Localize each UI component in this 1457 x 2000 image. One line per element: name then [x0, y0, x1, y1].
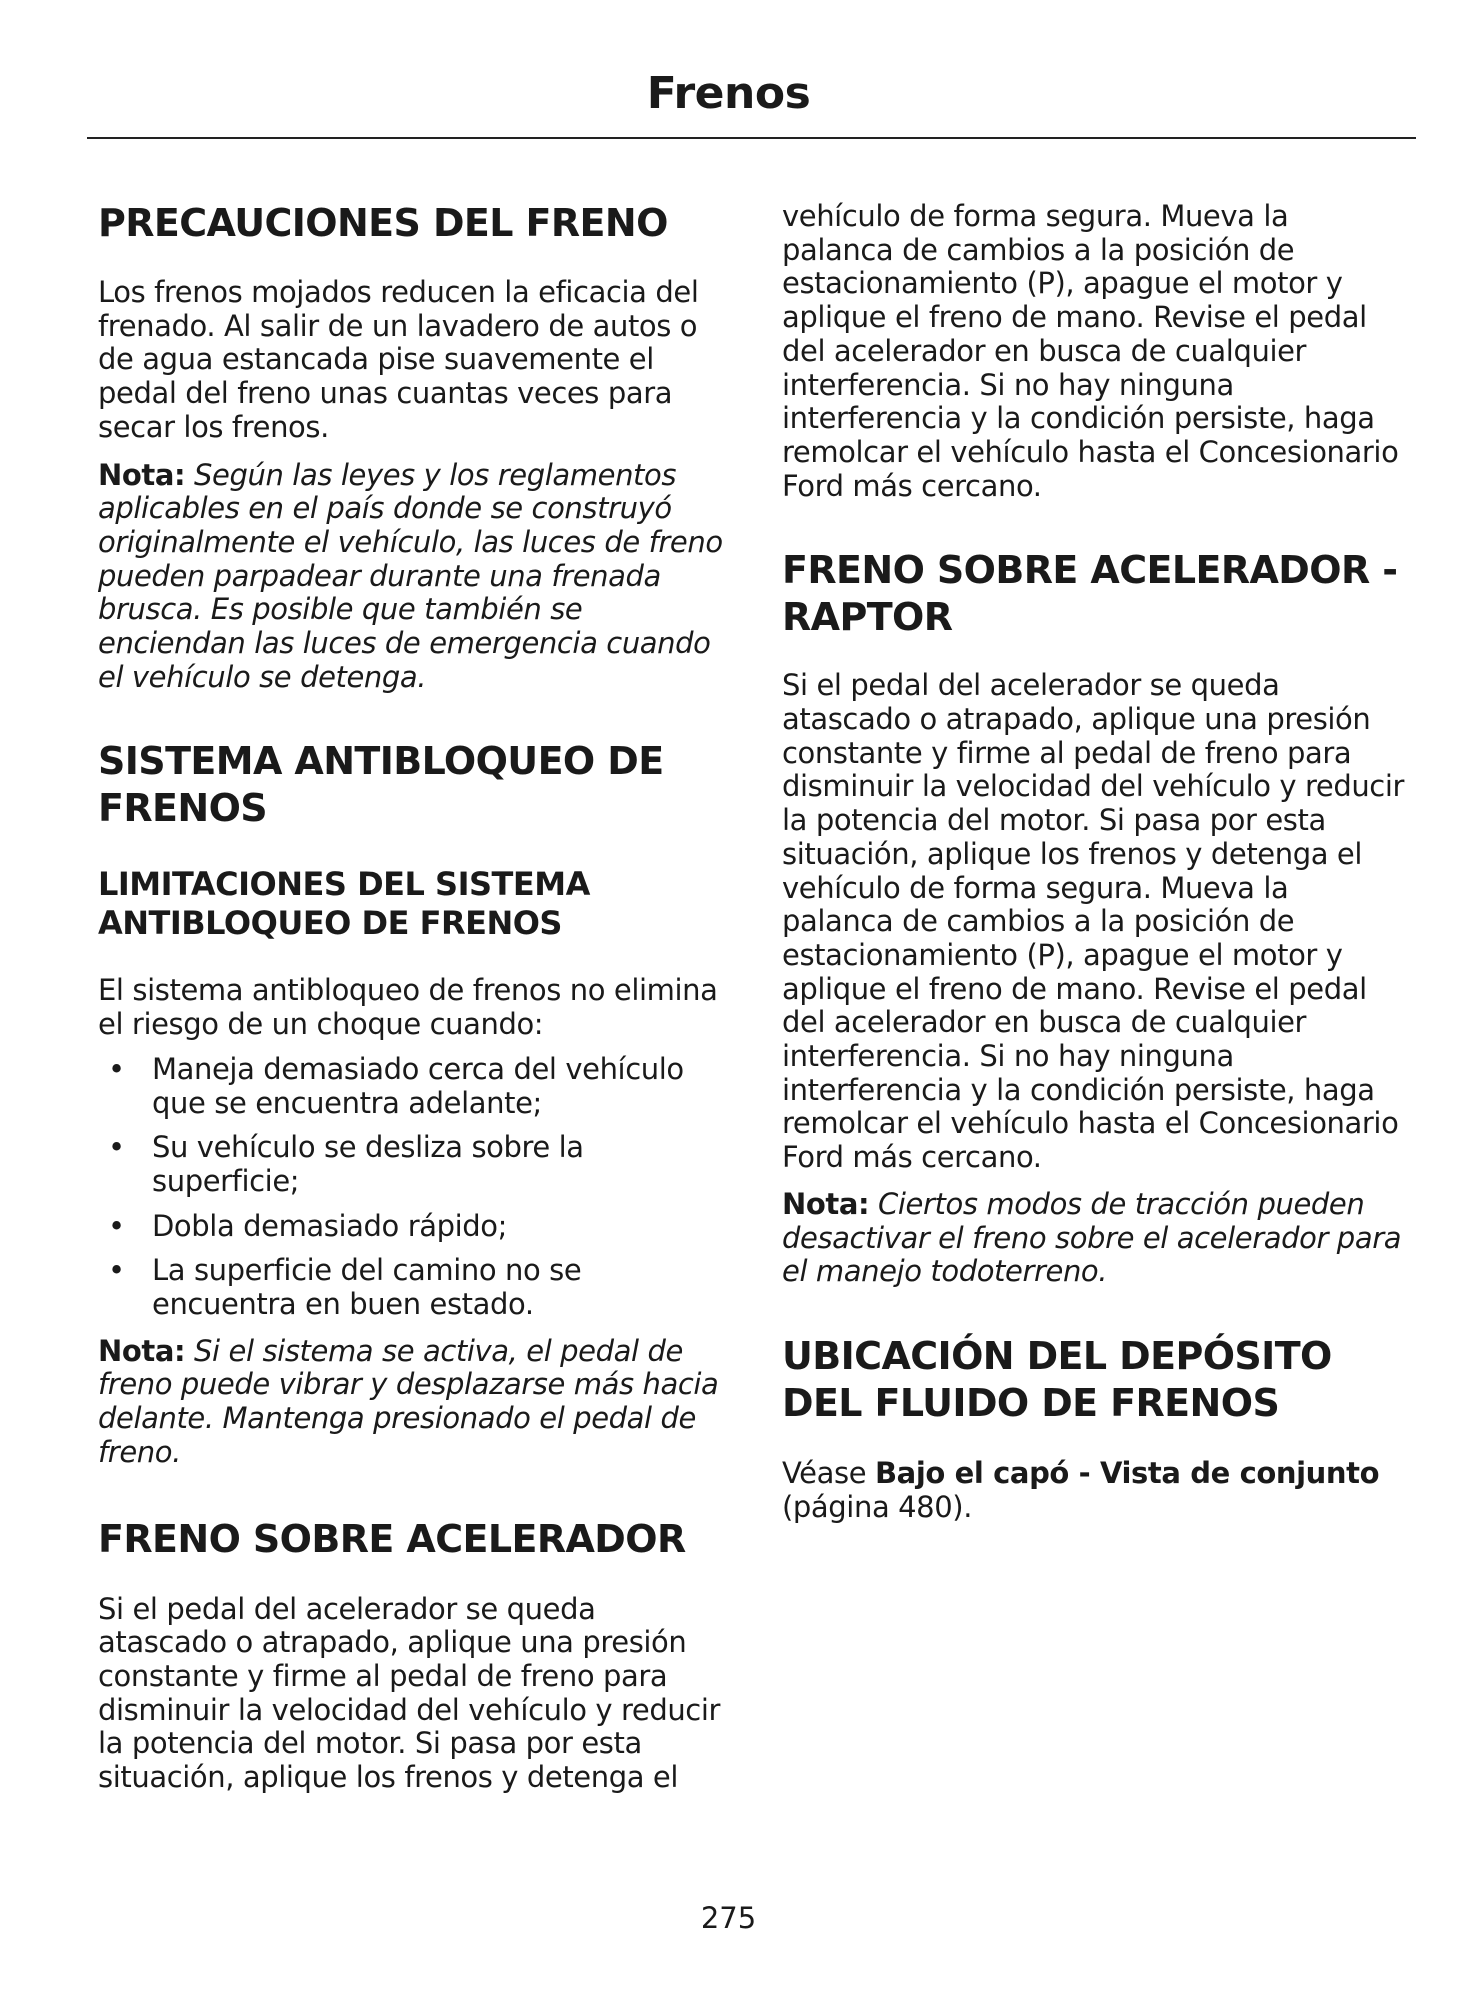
precauciones-body: Los frenos mojados reducen la eficacia del frenado. Al salir de un lavadero de autos o de agua estancada pise suavemente el pedal del freno unas cuantas veces para secar los frenos. — [98, 275, 699, 444]
note-label: Nota: — [98, 1333, 186, 1368]
bullet-icon: • — [108, 1208, 125, 1243]
list-item — [98, 1210, 723, 1244]
abs-intro: El sistema antibloqueo de frenos no elimina el riesgo de un choque cuando: — [98, 973, 718, 1042]
freno-acelerador-body: Si el pedal del acelerador se queda atascado o atrapado, aplique una presión constante y firme al pedal de freno para disminuir la velocidad del vehículo y reducir la potencia del motor. Si pasa por esta situación, aplique los frenos y detenga el — [98, 1591, 721, 1795]
right-column — [782, 200, 1407, 1524]
left-column — [98, 200, 723, 1795]
list-item-text: Maneja demasiado cerca del vehículo que se encuentra adelante; — [152, 1051, 684, 1120]
precauciones-note — [98, 459, 723, 695]
abs-note — [98, 1335, 723, 1470]
title-divider — [87, 137, 1416, 139]
list-item — [98, 1254, 723, 1321]
note-text: Si el sistema se activa, el pedal de freno puede vibrar y desplazarse más hacia delante. Mantenga presionado el pedal de freno. — [98, 1333, 719, 1469]
heading-freno-raptor: FRENO SOBRE ACELERADOR - RAPTOR — [782, 548, 1398, 640]
bullet-icon: • — [108, 1130, 125, 1165]
ref-prefix: Véase — [782, 1455, 875, 1490]
note-label: Nota: — [98, 457, 186, 492]
list-item-text: La superficie del camino no se encuentra en buen estado. — [152, 1253, 582, 1322]
list-item-text: Su vehículo se desliza sobre la superficie; — [152, 1130, 584, 1198]
page-title: Frenos — [646, 68, 811, 119]
heading-sistema-antibloqueo: SISTEMA ANTIBLOQUEO DE FRENOS — [98, 739, 664, 831]
list-item-text: Dobla demasiado rápido; — [152, 1208, 507, 1243]
heading-limitaciones: LIMITACIONES DEL SISTEMA ANTIBLOQUEO DE FRENOS — [98, 865, 590, 943]
raptor-note — [782, 1188, 1407, 1289]
deposito-reference — [782, 1457, 1407, 1524]
heading-precauciones: PRECAUCIONES DEL FRENO — [98, 201, 668, 245]
cross-reference-link[interactable]: Bajo el capó - Vista de conjunto — [874, 1455, 1380, 1490]
bullet-icon: • — [108, 1253, 125, 1288]
page-number: 275 — [700, 1901, 757, 1935]
list-item — [98, 1131, 723, 1198]
list-item — [98, 1053, 723, 1120]
heading-freno-acelerador: FRENO SOBRE ACELERADOR — [98, 1516, 686, 1561]
abs-bullet-list — [98, 1053, 723, 1322]
ref-suffix: (página 480). — [782, 1489, 973, 1524]
raptor-body: Si el pedal del acelerador se queda atascado o atrapado, aplique una presión constante y firme al pedal de freno para disminuir la velocidad del vehículo y reducir la potencia del motor. Si pasa por esta situación, aplique los frenos y detenga el vehículo de forma segura. Mueva la palanca de cambios a la posición de estacionamiento (P), apague el motor y aplique el freno de mano. Revise el pedal del acelerador en busca de cualquier interferencia. Si no hay ninguna interferencia y la condición persiste, haga remolcar el vehículo hasta el Concesionario Ford más cercano. — [782, 668, 1405, 1175]
bullet-icon: • — [108, 1051, 125, 1086]
note-text: Ciertos modos de tracción pueden desactivar el freno sobre el acelerador para el manejo todoterreno. — [782, 1186, 1402, 1289]
note-label: Nota: — [782, 1186, 870, 1221]
heading-ubicacion-deposito: UBICACIÓN DEL DEPÓSITO DEL FLUIDO DE FRENOS — [782, 1333, 1332, 1425]
note-text: Según las leyes y los reglamentos aplicables en el país donde se construyó originalmente el vehículo, las luces de freno pueden parpadear durante una frenada brusca. Es posible que también se enciendan las luces de emergencia cuando el vehículo se detenga. — [98, 457, 723, 694]
continuation-body: vehículo de forma segura. Mueva la palanca de cambios a la posición de estacionamiento (P), apague el motor y aplique el freno de mano. Revise el pedal del acelerador en busca de cualquier interferencia. Si no hay ninguna interferencia y la condición persiste, haga remolcar el vehículo hasta el Concesionario Ford más cercano. — [782, 199, 1399, 503]
